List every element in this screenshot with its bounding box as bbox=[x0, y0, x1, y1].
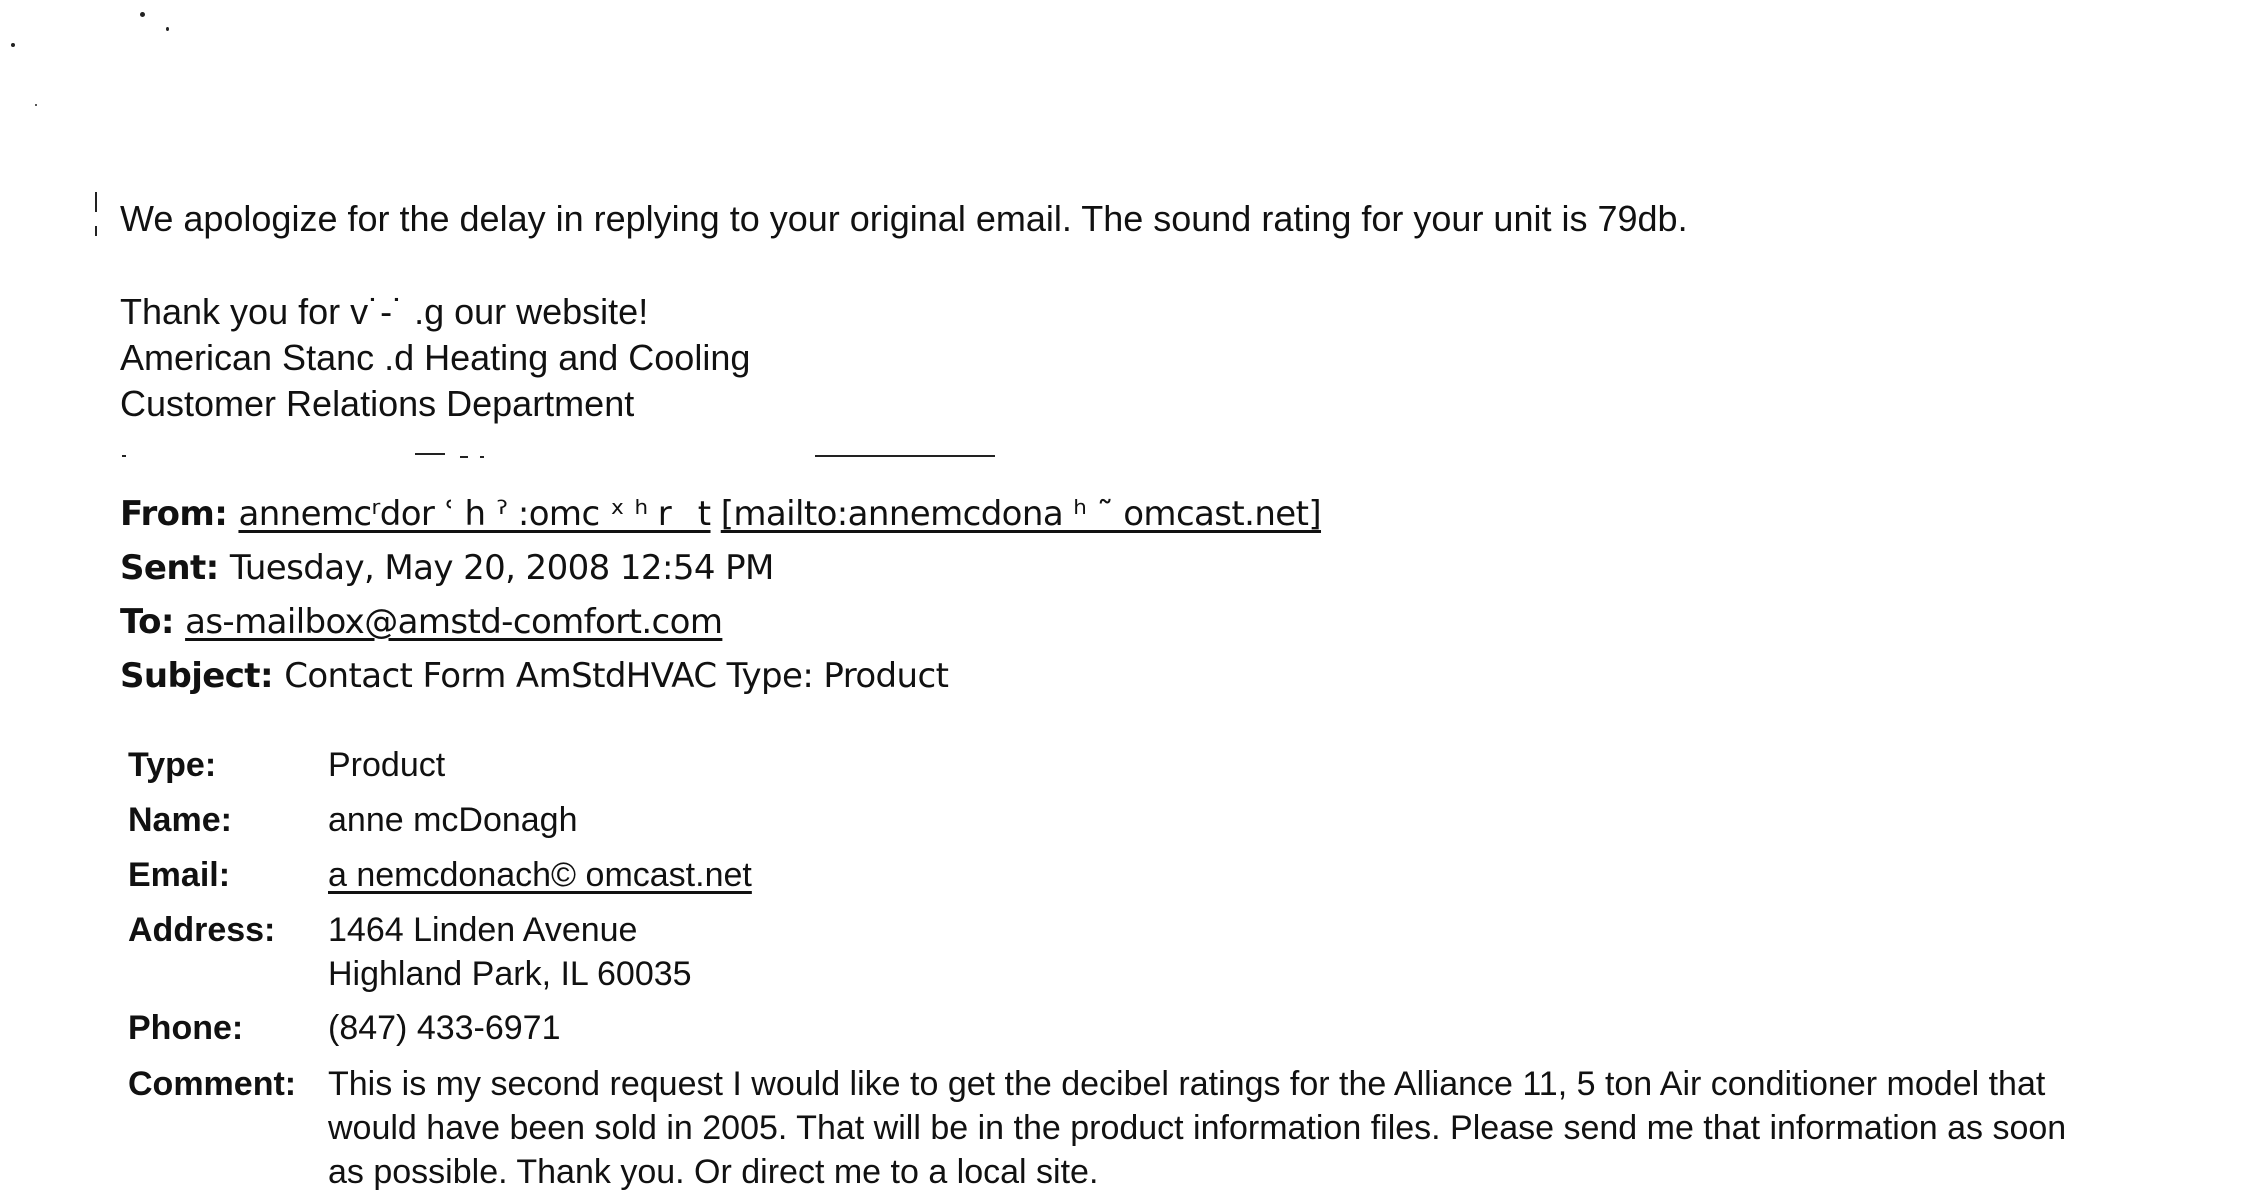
type-label: Type: bbox=[128, 746, 217, 784]
name-value: anne mcDonagh bbox=[328, 801, 578, 839]
scan-speck bbox=[11, 43, 15, 47]
comment-line-1: This is my second request I would like to get the decibel ratings for the Alliance 11, 5 ton Air conditioner model that bbox=[328, 1065, 2046, 1103]
scan-speck bbox=[140, 12, 145, 17]
form-row-type bbox=[128, 743, 2066, 798]
address-line-2: Highland Park, IL 60035 bbox=[328, 955, 692, 993]
comment-value bbox=[328, 1062, 2066, 1194]
address-line-1: 1464 Linden Avenue bbox=[328, 911, 638, 949]
divider-fragment bbox=[815, 455, 995, 457]
form-row-comment bbox=[128, 1062, 2066, 1194]
scan-speck bbox=[35, 104, 37, 106]
from-mailto-link[interactable]: [mailto:annemcdona ʰ ˜ omcast.net] bbox=[720, 494, 1322, 534]
form-row-email bbox=[128, 853, 2066, 908]
subject-value: Contact Form AmStdHVAC Type: Product bbox=[284, 656, 949, 696]
scan-speck bbox=[95, 192, 97, 212]
comment-label: Comment: bbox=[128, 1065, 297, 1103]
email-header bbox=[120, 487, 1321, 703]
form-row-name bbox=[128, 798, 2066, 853]
phone-label: Phone: bbox=[128, 1009, 244, 1047]
address-value bbox=[328, 908, 692, 996]
signature-department: Customer Relations Department bbox=[120, 383, 635, 424]
form-row-phone bbox=[128, 1006, 2066, 1062]
to-label: To: bbox=[120, 602, 186, 642]
email-value-cell bbox=[328, 853, 752, 897]
phone-value: (847) 433-6971 bbox=[328, 1009, 561, 1047]
form-row-address bbox=[128, 908, 2066, 1006]
divider-fragment bbox=[460, 456, 468, 458]
comment-line-2: would have been sold in 2005. That will be in the product information files. Please send me that information as soon bbox=[328, 1109, 2067, 1147]
contact-form-table bbox=[128, 743, 2066, 1194]
sent-value: Tuesday, May 20, 2008 12:54 PM bbox=[229, 548, 774, 588]
from-row bbox=[120, 487, 1321, 541]
subject-label: Subject: bbox=[120, 656, 285, 696]
sent-label: Sent: bbox=[120, 548, 230, 588]
email-label: Email: bbox=[128, 856, 231, 894]
divider-fragment bbox=[415, 453, 445, 455]
sent-row bbox=[120, 541, 1321, 595]
divider-fragment bbox=[480, 456, 484, 458]
signature-company: American Stanc .d Heating and Cooling bbox=[120, 337, 751, 378]
reply-message: We apologize for the delay in replying to your original email. The sound rating for your unit is 79db. bbox=[120, 198, 1688, 239]
address-label: Address: bbox=[128, 911, 276, 949]
to-address-link[interactable]: as-mailbox@amstd-comfort.com bbox=[185, 602, 723, 642]
from-label: From: bbox=[120, 494, 239, 534]
type-value: Product bbox=[328, 746, 446, 784]
from-address-link[interactable]: annemcʳdor ʿ h ˀ :omc ˣ ʰ r _t bbox=[238, 494, 711, 534]
to-row bbox=[120, 595, 1321, 649]
subject-row bbox=[120, 649, 1321, 703]
signature-thanks: Thank you for v˙-˙ .g our website! bbox=[120, 291, 649, 332]
email-value-link[interactable]: a nemcdonach© omcast.net bbox=[328, 856, 752, 894]
scan-speck bbox=[166, 27, 169, 31]
name-label: Name: bbox=[128, 801, 232, 839]
scan-speck bbox=[95, 226, 97, 236]
divider-fragment bbox=[122, 455, 126, 457]
comment-line-3: as possible. Thank you. Or direct me to a local site. bbox=[328, 1153, 1099, 1191]
signature-block bbox=[120, 289, 750, 427]
